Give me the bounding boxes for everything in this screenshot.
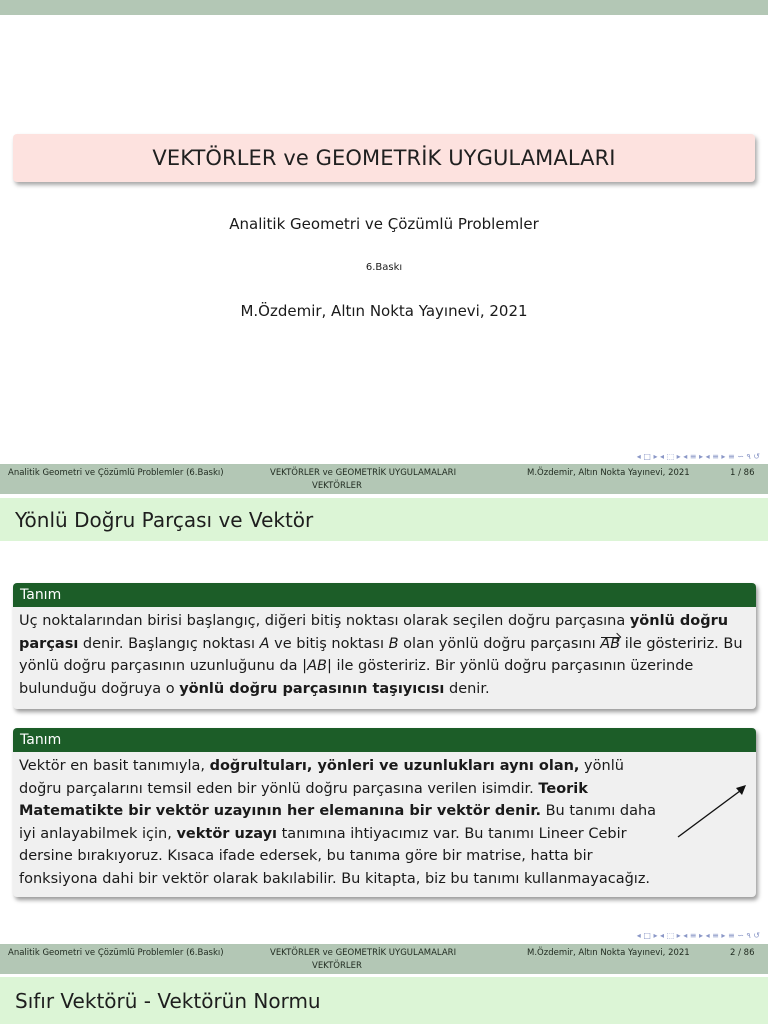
text: Vektör en basit tanımıyla, xyxy=(19,758,210,774)
text: olan yönlü doğru parçasını xyxy=(398,635,601,652)
text: | ile gösteririz. Bir yönlü doğru parçasının üzerinde bulunduğu doğruya o xyxy=(19,658,694,697)
frame-title-text: Sıfır Vektörü - Vektörün Normu xyxy=(15,988,321,1013)
bold-term: yönlü doğru parçasının taşıyıcısı xyxy=(179,680,445,697)
footer-middle: VEKTÖRLER ve GEOMETRİK UYGULAMALARI xyxy=(270,948,457,958)
block-header: Tanım xyxy=(13,583,756,607)
text: ve bitiş noktası xyxy=(269,635,389,652)
footer-slide-1 xyxy=(0,464,768,494)
footer-slide-2 xyxy=(0,944,768,974)
footer-right: M.Özdemir, Altın Nokta Yayınevi, 2021 xyxy=(527,948,690,958)
presentation-title: VEKTÖRLER ve GEOMETRİK UYGULAMALARI xyxy=(152,146,616,170)
text: Uç noktalarından birisi başlangıç, diğeri bitiş noktası olarak seçilen doğru parçasına xyxy=(19,613,630,629)
text: ile gösteririz. Bu yönlü doğru parçasının uzunluğunu da | xyxy=(19,635,743,674)
math-symbol: AB xyxy=(307,658,327,674)
bold-term: doğrultuları, yönleri ve uzunlukları aynı olan, xyxy=(209,758,580,774)
beamer-navigation-icons[interactable]: ◂ □ ▸ ◂ ⬚ ▸ ◂ ≡ ▸ ◂ ≡ ▸ ≡ ∽ ۹ ↺ xyxy=(636,452,760,461)
bold-term: Teorik Matematikte bir vektör uzayının her elemanına bir vektör denir. xyxy=(19,780,588,819)
footer-right: M.Özdemir, Altın Nokta Yayınevi, 2021 xyxy=(527,468,690,478)
text: Bu tanımı daha iyi anlayabilmek için, xyxy=(19,803,657,842)
definition-block xyxy=(13,583,756,709)
footer-left: Analitik Geometri ve Çözümlü Problemler (6.Baskı) xyxy=(8,468,224,478)
frame-title xyxy=(0,498,768,541)
text: tanımına ihtiyacımız var. Bu tanımı Lineer Cebir dersine bırakıyoruz. Kısaca ifade edersek, bu tanıma göre bir matrise, hatta bir fonksiyona dahi bir vektör olarak bakılabilir. Bu kitapta, biz bu tanımı kullanmayacağız. xyxy=(19,825,651,887)
footer-middle: VEKTÖRLER ve GEOMETRİK UYGULAMALARI xyxy=(270,468,457,478)
vector-arrow-icon xyxy=(676,780,752,840)
footer-section: VEKTÖRLER xyxy=(312,481,362,491)
footer-left: Analitik Geometri ve Çözümlü Problemler (6.Baskı) xyxy=(8,948,224,958)
text: denir. Başlangıç noktası xyxy=(78,635,260,652)
frame-title-text: Yönlü Doğru Parçası ve Vektör xyxy=(15,507,314,532)
math-symbol: B xyxy=(388,635,399,652)
title-box xyxy=(13,134,755,182)
footer-page-number: 2 / 86 xyxy=(730,948,755,958)
bold-term: vektör uzayı xyxy=(176,825,278,842)
math-symbol: A xyxy=(259,635,270,652)
block-body xyxy=(13,607,756,705)
definition-block xyxy=(13,728,756,897)
footer-page-number: 1 / 86 xyxy=(730,468,755,478)
edition: 6.Baskı xyxy=(365,262,403,273)
bold-term: yönlü doğru parçası xyxy=(19,613,729,652)
subtitle: Analitik Geometri ve Çözümlü Problemler xyxy=(229,215,539,233)
beamer-navigation-icons[interactable]: ◂ □ ▸ ◂ ⬚ ▸ ◂ ≡ ▸ ◂ ≡ ▸ ≡ ∽ ۹ ↺ xyxy=(636,931,760,940)
top-band xyxy=(0,0,768,15)
frame-title xyxy=(0,977,768,1024)
author-line: M.Özdemir, Altın Nokta Yayınevi, 2021 xyxy=(240,302,528,320)
block-body xyxy=(13,752,673,895)
block-header: Tanım xyxy=(13,728,756,752)
text: denir. xyxy=(444,680,490,697)
vector-symbol: AB xyxy=(600,635,621,652)
footer-section: VEKTÖRLER xyxy=(312,961,362,971)
text: yönlü doğru parçalarını temsil eden bir yönlü doğru parçasına verilen isimdir. xyxy=(19,758,624,797)
